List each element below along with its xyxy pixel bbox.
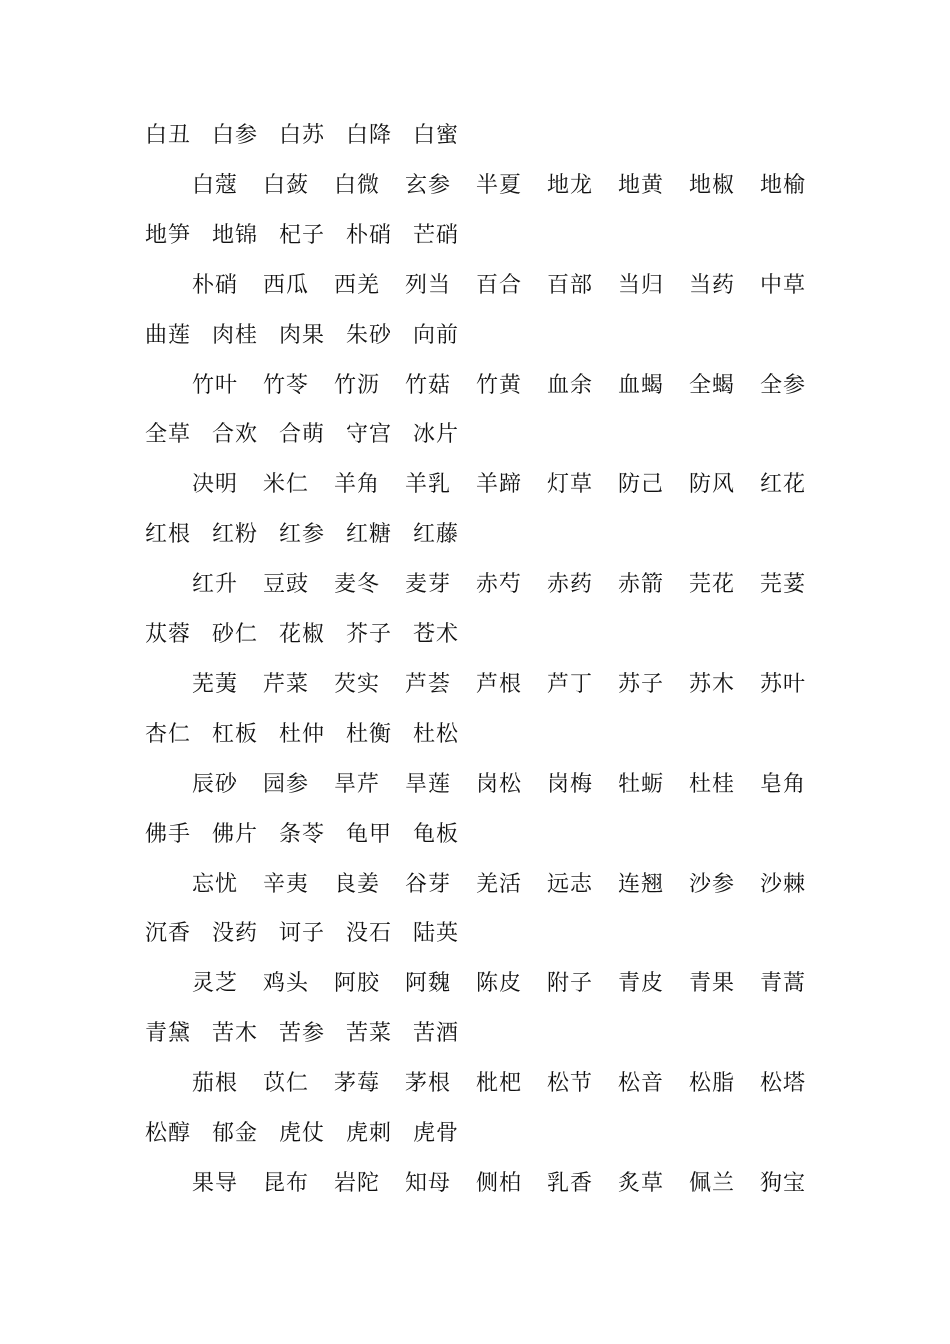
herb-name: 松醇 — [145, 1121, 192, 1146]
herb-name: 全草 — [145, 422, 192, 448]
herb-name: 苦菜 — [346, 1021, 393, 1047]
herb-name: 青果 — [689, 971, 736, 997]
herb-name: 谷芽 — [405, 871, 452, 897]
herb-name: 白苏 — [279, 123, 326, 148]
herb-name: 忘忧 — [192, 871, 239, 897]
herb-name: 百部 — [547, 272, 594, 298]
herb-name: 苏子 — [618, 671, 665, 697]
herb-name: 鸡头 — [263, 971, 310, 997]
herb-name: 杜仲 — [279, 721, 326, 747]
herb-name: 炙草 — [618, 1170, 665, 1196]
herb-name: 西瓜 — [263, 272, 310, 298]
herb-name: 竹叶 — [192, 372, 239, 398]
herb-name: 白微 — [334, 172, 381, 198]
herb-name: 防己 — [618, 472, 665, 498]
herb-name: 松节 — [547, 1071, 594, 1097]
herb-name: 羊乳 — [405, 472, 452, 498]
herb-name: 列当 — [405, 272, 452, 298]
herb-name: 苏木 — [689, 671, 736, 697]
herb-name: 沉香 — [145, 921, 192, 947]
herb-name: 杜松 — [413, 721, 460, 747]
herb-name: 陆英 — [413, 921, 460, 947]
herb-name: 虎刺 — [346, 1121, 393, 1146]
herb-name: 皂角 — [760, 771, 807, 797]
herb-name: 麦芽 — [405, 572, 452, 598]
herb-name: 龟甲 — [346, 821, 393, 847]
herb-name: 地榆 — [760, 172, 807, 198]
herb-name: 红根 — [145, 522, 192, 548]
herb-name: 红参 — [279, 522, 326, 548]
herb-name: 枇杷 — [476, 1071, 523, 1097]
herb-name: 米仁 — [263, 472, 310, 498]
herb-name: 茅根 — [405, 1071, 452, 1097]
herb-name: 杜桂 — [689, 771, 736, 797]
herb-name: 松音 — [618, 1071, 665, 1097]
herb-name: 辛夷 — [263, 871, 310, 897]
herb-name: 红粉 — [212, 522, 259, 548]
herb-name: 乳香 — [547, 1170, 594, 1196]
herb-name: 旱芹 — [334, 771, 381, 797]
herb-name: 虎骨 — [413, 1121, 460, 1146]
herb-name: 苍术 — [413, 622, 460, 647]
herb-name: 杏仁 — [145, 721, 192, 747]
herb-name: 芫荽 — [760, 572, 807, 598]
herb-name: 果导 — [192, 1170, 239, 1196]
herb-name: 玄参 — [405, 172, 452, 198]
herb-name: 青蒿 — [760, 971, 807, 997]
herb-name: 合萌 — [279, 422, 326, 448]
herb-name: 冰片 — [413, 422, 460, 448]
herb-name: 红糖 — [346, 522, 393, 548]
herb-name: 地黄 — [618, 172, 665, 198]
herb-name: 附子 — [547, 971, 594, 997]
herb-name: 当药 — [689, 272, 736, 298]
herb-name: 沙棘 — [760, 871, 807, 897]
herb-name: 赤芍 — [476, 572, 523, 598]
herb-name: 松脂 — [689, 1071, 736, 1097]
herb-name: 诃子 — [279, 921, 326, 947]
herb-name: 羌活 — [476, 871, 523, 897]
herb-name: 西羌 — [334, 272, 381, 298]
herb-name: 灵芝 — [192, 971, 239, 997]
herb-name: 曲莲 — [145, 322, 192, 348]
herb-name: 白降 — [346, 123, 393, 148]
herb-name: 虎仗 — [279, 1121, 326, 1146]
herb-name: 郁金 — [212, 1121, 259, 1146]
herb-name: 苏叶 — [760, 671, 807, 697]
herb-name: 茅莓 — [334, 1071, 381, 1097]
herb-name: 辰砂 — [192, 771, 239, 797]
herb-name: 芹菜 — [263, 671, 310, 697]
herb-name: 苦酒 — [413, 1021, 460, 1047]
herb-name: 远志 — [547, 871, 594, 897]
herb-name: 赤药 — [547, 572, 594, 598]
herb-name: 阿胶 — [334, 971, 381, 997]
herb-name: 苁蓉 — [145, 622, 192, 647]
herb-name: 白丑 — [145, 123, 192, 148]
herb-name: 苦参 — [279, 1021, 326, 1047]
herb-name: 佛片 — [212, 821, 259, 847]
herb-name: 竹沥 — [334, 372, 381, 398]
herb-name: 决明 — [192, 472, 239, 498]
herb-name: 佩兰 — [689, 1170, 736, 1196]
herb-name: 地笋 — [145, 222, 192, 248]
herb-name: 芥子 — [346, 622, 393, 647]
herb-name: 青皮 — [618, 971, 665, 997]
herb-name: 防风 — [689, 472, 736, 498]
herb-name: 朴硝 — [346, 222, 393, 248]
herb-name: 红藤 — [413, 522, 460, 548]
herb-name: 豆豉 — [263, 572, 310, 598]
herb-name: 陈皮 — [476, 971, 523, 997]
herb-name: 阿魏 — [405, 971, 452, 997]
herb-name: 园参 — [263, 771, 310, 797]
herb-name: 全参 — [760, 372, 807, 398]
herb-name: 芦荟 — [405, 671, 452, 697]
herb-name: 芜荑 — [192, 671, 239, 697]
herb-name: 芦丁 — [547, 671, 594, 697]
herb-name: 肉桂 — [212, 322, 259, 348]
herb-name: 龟板 — [413, 821, 460, 847]
herb-name: 苡仁 — [263, 1071, 310, 1097]
herb-name: 中草 — [760, 272, 807, 298]
herb-name: 向前 — [413, 322, 460, 348]
herb-name: 红升 — [192, 572, 239, 598]
herb-name: 肉果 — [279, 322, 326, 348]
herb-name: 没石 — [346, 921, 393, 947]
herb-name: 杞子 — [279, 222, 326, 248]
herb-name: 竹菇 — [405, 372, 452, 398]
herb-name: 狗宝 — [760, 1170, 807, 1196]
herb-name: 羊蹄 — [476, 472, 523, 498]
herb-name: 芫花 — [689, 572, 736, 598]
herb-name: 白蔻 — [192, 172, 239, 198]
herb-name: 红花 — [760, 472, 807, 498]
herb-name: 连翘 — [618, 871, 665, 897]
herb-name: 知母 — [405, 1170, 452, 1196]
herb-name: 当归 — [618, 272, 665, 298]
herb-name: 岩陀 — [334, 1170, 381, 1196]
herb-name: 羊角 — [334, 472, 381, 498]
herb-name: 白参 — [212, 123, 259, 148]
herb-name: 芡实 — [334, 671, 381, 697]
herb-name: 朴硝 — [192, 272, 239, 298]
herb-name: 血余 — [547, 372, 594, 398]
herb-name: 旱莲 — [405, 771, 452, 797]
herb-name: 竹黄 — [476, 372, 523, 398]
herb-name: 砂仁 — [212, 622, 259, 647]
herb-name: 昆布 — [263, 1170, 310, 1196]
herb-name: 竹苓 — [263, 372, 310, 398]
herb-name: 白蔹 — [263, 172, 310, 198]
herb-name: 芦根 — [476, 671, 523, 697]
herb-name: 地龙 — [547, 172, 594, 198]
herb-name: 岗梅 — [547, 771, 594, 797]
herb-name: 杠板 — [212, 721, 259, 747]
herb-name: 麦冬 — [334, 572, 381, 598]
herb-name: 杜衡 — [346, 721, 393, 747]
herb-name: 良姜 — [334, 871, 381, 897]
herb-name: 花椒 — [279, 622, 326, 647]
herb-name: 沙参 — [689, 871, 736, 897]
herb-name: 地椒 — [689, 172, 736, 198]
herb-name: 白蜜 — [413, 123, 460, 148]
herb-name: 牡蛎 — [618, 771, 665, 797]
herb-name: 松塔 — [760, 1071, 807, 1097]
herb-name: 灯草 — [547, 472, 594, 498]
herb-name: 血蝎 — [618, 372, 665, 398]
herb-name: 赤箭 — [618, 572, 665, 598]
herb-name: 侧柏 — [476, 1170, 523, 1196]
herb-name: 苦木 — [212, 1021, 259, 1047]
herb-name: 全蝎 — [689, 372, 736, 398]
herb-name: 佛手 — [145, 821, 192, 847]
herb-name: 岗松 — [476, 771, 523, 797]
herb-name: 半夏 — [476, 172, 523, 198]
herb-name: 芒硝 — [413, 222, 460, 248]
herb-name: 朱砂 — [346, 322, 393, 348]
herb-name: 条苓 — [279, 821, 326, 847]
herb-name: 守宫 — [346, 422, 393, 448]
herb-name: 地锦 — [212, 222, 259, 248]
herb-name: 合欢 — [212, 422, 259, 448]
herb-name: 百合 — [476, 272, 523, 298]
herb-name: 没药 — [212, 921, 259, 947]
herb-name: 青黛 — [145, 1021, 192, 1047]
herb-name: 茄根 — [192, 1071, 239, 1097]
